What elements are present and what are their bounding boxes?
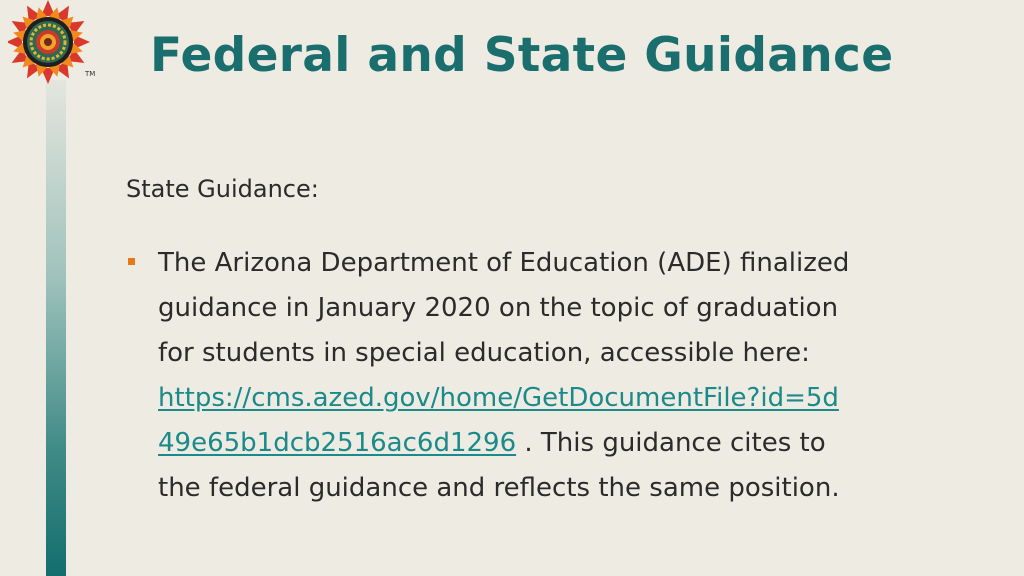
bullet-paragraph (158, 241, 978, 511)
paragraph-line: The Arizona Department of Education (ADE) finalized (158, 248, 850, 278)
ade-guidance-link-part2[interactable]: 49e65b1dcb2516ac6d1296 (158, 428, 517, 458)
decorative-side-bar (46, 80, 66, 576)
paragraph-line: guidance in January 2020 on the topic of graduation (158, 293, 839, 323)
page-title: Federal and State Guidance (150, 28, 894, 83)
bullet-marker-icon (128, 258, 135, 265)
paragraph-text: . This guidance cites to (516, 428, 826, 458)
paragraph-line: for students in special education, accessible here: (158, 338, 810, 368)
trademark-label: TM (85, 70, 96, 78)
paragraph-line: the federal guidance and reflects the same position. (158, 473, 840, 503)
section-label: State Guidance: (126, 175, 319, 203)
sunburst-logo-icon (8, 0, 100, 88)
paragraph-line (158, 421, 978, 466)
paragraph-line (158, 376, 978, 421)
ade-guidance-link-part1[interactable]: https://cms.azed.gov/home/GetDocumentFile?id=5d (158, 383, 839, 413)
